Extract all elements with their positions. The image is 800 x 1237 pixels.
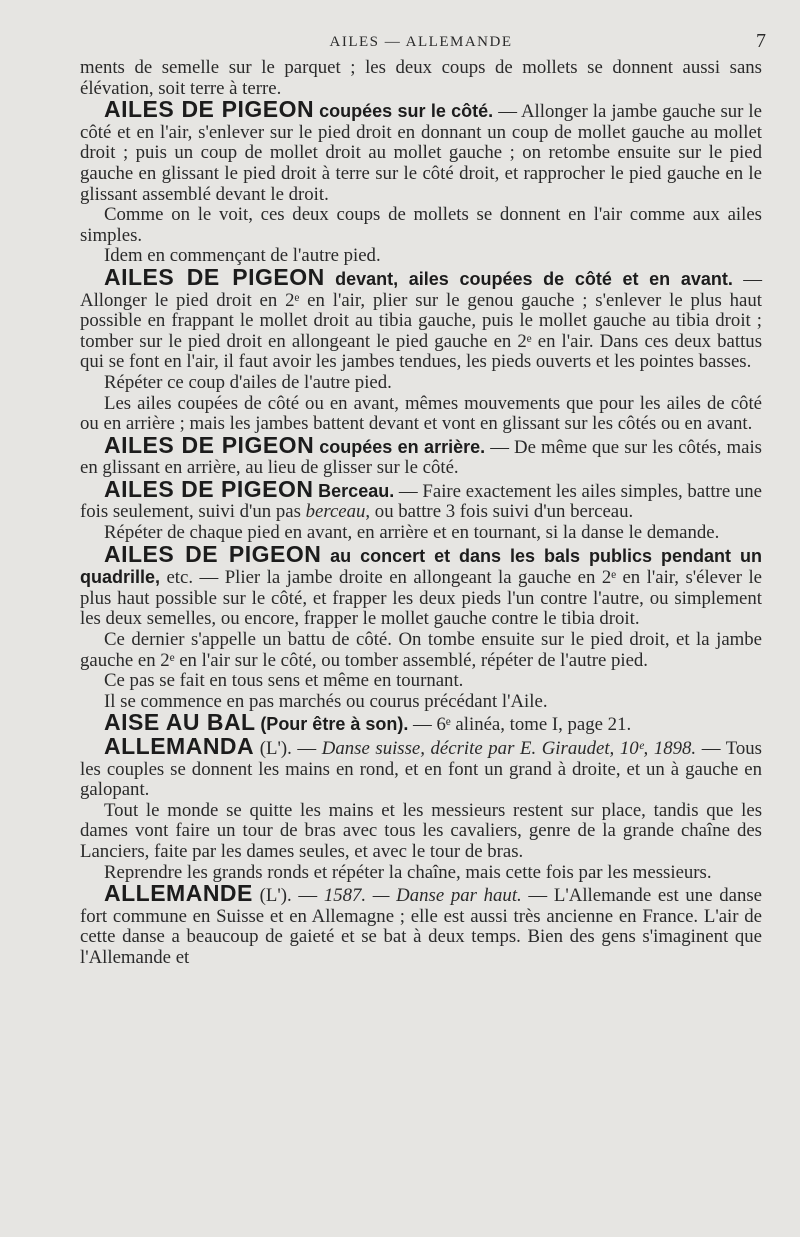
entry-italic-term: berceau bbox=[305, 501, 366, 523]
entry-text: , ou battre 3 fois suivi d'un berceau. bbox=[365, 501, 634, 523]
entry-paragraph: Comme on le voit, ces deux coups de mollets se donnent en l'air comme aux ailes simples. bbox=[80, 204, 762, 246]
entry-text: — De même que sur les côtés, mais en glissant en arrière, au lieu de glisser sur le côté. bbox=[80, 436, 762, 479]
dictionary-text bbox=[80, 58, 762, 969]
entry-headword: AILES DE PIGEON bbox=[104, 475, 314, 502]
continuation-paragraph: ments de semelle sur le parquet ; les deux coups de mollets se donnent aussi sans élévation, soit terre à terre. bbox=[80, 57, 762, 99]
entry-paragraph: Les ailes coupées de côté ou en avant, mêmes mouvements que pour les ailes de côté ou en arrière ; mais les jambes battent devant et vont en glissant sur les côtés ou en avant. bbox=[80, 392, 762, 435]
entry-qualifier: (Pour être à son). bbox=[260, 714, 409, 735]
entry-headword: ALLEMANDA bbox=[104, 733, 255, 759]
entry-ailes-de-pigeon-arriere bbox=[80, 431, 762, 479]
entry-italic-source: 1587. — Danse par haut. bbox=[323, 885, 522, 907]
entry-allemanda bbox=[80, 733, 762, 801]
entry-text: — Tous les couples se donnent les mains en rond, et en font un grand à droite, et un à gauche en galopant. bbox=[80, 738, 762, 801]
entry-qualifier: Berceau. bbox=[318, 480, 395, 501]
entry-text: — L'Allemande est une danse fort commune en Suisse et en Allemagne ; elle est aussi très ancienne en France. L'air de cette danse a beaucoup de gaieté et se bat à deux temps. Bien des gens s'imaginent que l'Allemande et bbox=[80, 885, 762, 968]
entry-qualifier: coupées en arrière. bbox=[319, 436, 486, 457]
entry-headword: AILES DE PIGEON bbox=[104, 263, 325, 290]
entry-paragraph: Tout le monde se quitte les mains et les messieurs restent sur place, tandis que les dames vont faire un tour de bras avec tous les cavaliers, genre de la grande chaîne des Lanciers, faite par les dames seules, et avec le tour de bras. bbox=[80, 799, 762, 862]
entry-headword: AILES DE PIGEON bbox=[104, 540, 322, 567]
entry-paragraph: Il se commence en pas marchés ou courus précédant l'Aile. bbox=[104, 690, 548, 712]
entry-qualifier: devant, ailes coupées de côté et en avant. bbox=[335, 268, 733, 289]
entry-text: — Faire exactement les ailes simples, battre une fois seulement, suivi d'un pas bbox=[80, 480, 762, 523]
entry-text: (L'). — bbox=[252, 885, 324, 907]
entry-paragraph: Ce pas se fait en tous sens et même en tournant. bbox=[104, 670, 464, 692]
entry-headword: AISE AU BAL bbox=[104, 709, 256, 736]
entry-paragraph: Répéter de chaque pied en avant, en arrière et en tournant, si la danse le demande. bbox=[104, 522, 720, 544]
entry-ailes-de-pigeon-berceau bbox=[80, 475, 762, 523]
entry-text: (L'). — bbox=[254, 738, 322, 759]
entry-text: — Allonger la jambe gauche sur le côté et en l'air, s'enlever sur le pied droit en donnant un coup de mollet gauche au mollet droit ; puis un coup de mollet droit au mollet gauche ; on retombe ensuite sur le pied gauche en glissant le pied droit à terre sur le côté droit, et rapprocher le pied gauche en le glissant assemblé devant le droit. bbox=[80, 101, 762, 205]
entry-headword: AILES DE PIGEON bbox=[104, 431, 315, 458]
entry-paragraph: Répéter ce coup d'ailes de l'autre pied. bbox=[104, 371, 392, 393]
entry-qualifier: au concert et dans les bals publics pendant un quadrille, bbox=[80, 545, 762, 588]
entry-paragraph: Reprendre les grands ronds et répéter la chaîne, mais cette fois par les messieurs. bbox=[104, 861, 712, 883]
entry-headword: ALLEMANDE bbox=[104, 880, 253, 907]
page-header bbox=[80, 30, 766, 58]
entry-italic-source: Danse suisse, décrite par E. Giraudet, 10ᵉ, 1898. bbox=[321, 738, 697, 759]
entry-headword: AILES DE PIGEON bbox=[104, 96, 315, 123]
entry-ailes-de-pigeon-devant bbox=[80, 263, 762, 373]
entry-qualifier: coupées sur le côté. bbox=[319, 101, 494, 122]
entry-text: — 6ᵉ alinéa, tome I, page 21. bbox=[408, 714, 632, 736]
entry-paragraph: Idem en commençant de l'autre pied. bbox=[104, 245, 381, 267]
entry-allemande bbox=[80, 880, 762, 968]
entry-ailes-de-pigeon-concert bbox=[80, 540, 762, 630]
entry-ailes-de-pigeon-cote bbox=[80, 96, 762, 205]
entry-text: etc. — Plier la jambe droite en allongeant la gauche en 2ᵉ en l'air, s'élever le plus haut possible sur le côté, et frapper les deux pieds l'un contre l'autre, ou simplement les deux semelles, ou encore, frapper le mollet gauche contre le tibia droit. bbox=[80, 567, 762, 630]
entry-text: — Allonger le pied droit en 2ᵉ en l'air, plier sur le genou gauche ; s'enlever le plus haut possible en frappant le mollet droit au tibia gauche, puis le mollet gauche au tibia droit ; tomber sur le pied droit en allongeant le pied gauche en 2ᵉ en l'air. Dans ces deux battus qui se font en l'air, il faut avoir les jambes tendues, les pieds ouverts et les pointes basses. bbox=[80, 268, 762, 373]
page-number: 7 bbox=[756, 30, 766, 52]
entry-paragraph: Ce dernier s'appelle un battu de côté. On tombe ensuite sur le pied droit, et la jambe gauche en 2ᵉ en l'air sur le côté, ou tomber assemblé, répéter de l'autre pied. bbox=[80, 629, 762, 671]
running-head: AILES — ALLEMANDE bbox=[329, 34, 513, 50]
